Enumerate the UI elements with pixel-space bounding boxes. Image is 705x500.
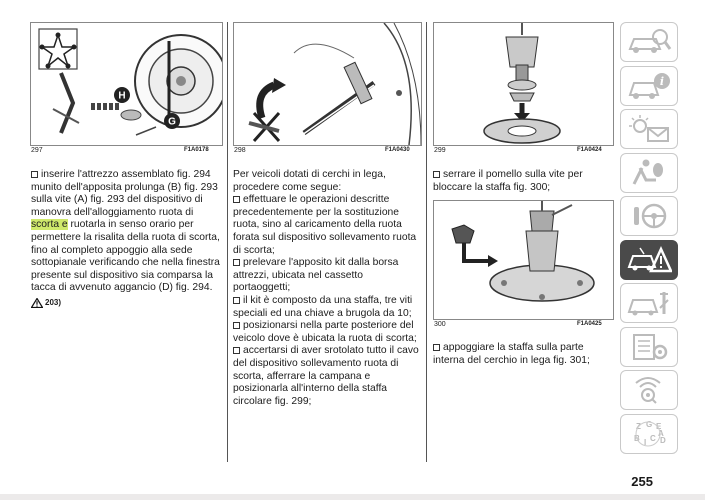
seat-airbag-icon xyxy=(626,158,672,188)
list-item: appoggiare la staffa sulla parte interna del cerchio in lega fig. 301; xyxy=(433,342,590,366)
column-2-text xyxy=(233,169,423,408)
svg-text:i: i xyxy=(659,74,665,88)
bottom-scrollbar[interactable] xyxy=(0,494,705,500)
bullet-checkbox-icon xyxy=(433,171,440,178)
svg-text:E: E xyxy=(656,421,662,431)
bracket-knob-illustration xyxy=(434,201,613,319)
figure-299 xyxy=(433,22,614,146)
tab-maintenance[interactable] xyxy=(620,283,678,323)
technical-data-icon xyxy=(626,332,672,362)
figure-code: F1A0424 xyxy=(577,147,602,153)
svg-text:B: B xyxy=(634,433,640,443)
car-search-icon xyxy=(626,27,672,57)
list-item: prelevare l'apposito kit dalla borsa attrezzi, ubicata nel cassetto portaoggetti; xyxy=(233,257,399,294)
figure-297 xyxy=(30,22,223,146)
figure-number: 297 xyxy=(31,147,43,154)
list-item: il kit è composto da una staffa, tre viti speciali ed una chiave a brugola da 10; xyxy=(233,294,413,319)
instruction-paragraph: inserire l'attrezzo assemblato fig. 294 munito dell'apposita prolunga (B) fig. 293 sulla vite (A) fig. 293 del dispositivo di manovra dell'alloggiamento ruota di scorta e ruotarla in senso orario per permettere la risalita della ruota di scorta, fino al completo appoggio alla sede sottopianale verificando che nella finestra presente sul dispositivo sia comparsa la tacca di avvenuto aggancio (D) fig. 294. xyxy=(31,169,220,294)
figure-code: F1A0178 xyxy=(184,147,209,153)
steering-wheel-icon xyxy=(626,201,672,231)
list-item: serrare il pomello sulla vite per bloccare la staffa fig. 300; xyxy=(433,169,583,193)
tab-safety[interactable] xyxy=(620,153,678,193)
spare-wheel-lift-illustration xyxy=(31,23,222,145)
list-item: posizionarsi nella parte posteriore del veicolo dove è ubicata la ruota di scorta; xyxy=(233,320,417,344)
figure-label-h: H xyxy=(118,90,126,102)
bullet-checkbox-icon xyxy=(31,171,38,178)
tab-instruments[interactable] xyxy=(620,66,678,106)
figure-code: F1A0430 xyxy=(385,147,410,153)
bullet-checkbox-icon xyxy=(233,322,240,329)
list-item: accertarsi di aver srotolato tutto il cavo del dispositivo sollevamento ruota di scorta, afferrare la campana e posizionarla all'interno della staffa circolare fig. 299; xyxy=(233,345,419,407)
svg-text:A: A xyxy=(658,428,664,438)
column-divider xyxy=(426,22,427,462)
figure-number: 298 xyxy=(234,147,246,154)
figure-number: 299 xyxy=(434,147,446,154)
svg-text:C: C xyxy=(650,433,656,443)
figure-number: 300 xyxy=(434,321,446,328)
column-3-text-bottom xyxy=(433,342,613,367)
tab-knowing-your-car[interactable] xyxy=(620,22,678,62)
chapter-tabs xyxy=(620,22,680,457)
bullet-checkbox-icon xyxy=(433,344,440,351)
column-divider xyxy=(227,22,228,462)
bracket-bell-illustration xyxy=(434,23,613,145)
warning-triangle-icon xyxy=(31,298,43,308)
svg-text:Z: Z xyxy=(636,421,641,431)
page-number: 255 xyxy=(631,474,653,489)
highlighted-text[interactable]: scorta e xyxy=(31,219,68,231)
tab-warning-lights[interactable] xyxy=(620,109,678,149)
bullet-checkbox-icon xyxy=(233,259,240,266)
figure-300 xyxy=(433,200,614,320)
spare-wheel-cable-illustration xyxy=(234,23,421,145)
bullet-checkbox-icon xyxy=(233,297,240,304)
figure-298 xyxy=(233,22,422,146)
column-1-text xyxy=(31,169,223,313)
svg-text:G: G xyxy=(646,419,653,429)
warning-reference: 203) xyxy=(31,297,223,313)
index-alphabet-icon xyxy=(626,419,672,449)
bullet-checkbox-icon xyxy=(233,347,240,354)
car-maintenance-icon xyxy=(626,288,672,318)
tab-starting-driving[interactable] xyxy=(620,196,678,236)
tab-index[interactable] xyxy=(620,414,678,454)
svg-text:I: I xyxy=(644,437,647,447)
car-info-icon xyxy=(626,71,672,101)
warning-lights-mail-icon xyxy=(626,114,672,144)
tab-multimedia[interactable] xyxy=(620,370,678,410)
intro-text: Per veicoli dotati di cerchi in lega, procedere come segue: xyxy=(233,169,386,193)
figure-code: F1A0425 xyxy=(577,321,602,327)
tab-in-an-emergency[interactable] xyxy=(620,240,678,280)
column-3-text-top xyxy=(433,169,613,194)
bullet-checkbox-icon xyxy=(233,196,240,203)
car-breakdown-warning-icon xyxy=(626,245,672,275)
tab-technical-data[interactable] xyxy=(620,327,678,367)
figure-label-g: G xyxy=(168,116,176,128)
svg-text:D: D xyxy=(660,435,666,445)
multimedia-icon xyxy=(626,375,672,405)
list-item: effettuare le operazioni descritte precedentemente per la sostituzione ruota, sino al caricamento della ruota forata sul dispositivo sollevamento ruota di scorta; xyxy=(233,194,417,256)
